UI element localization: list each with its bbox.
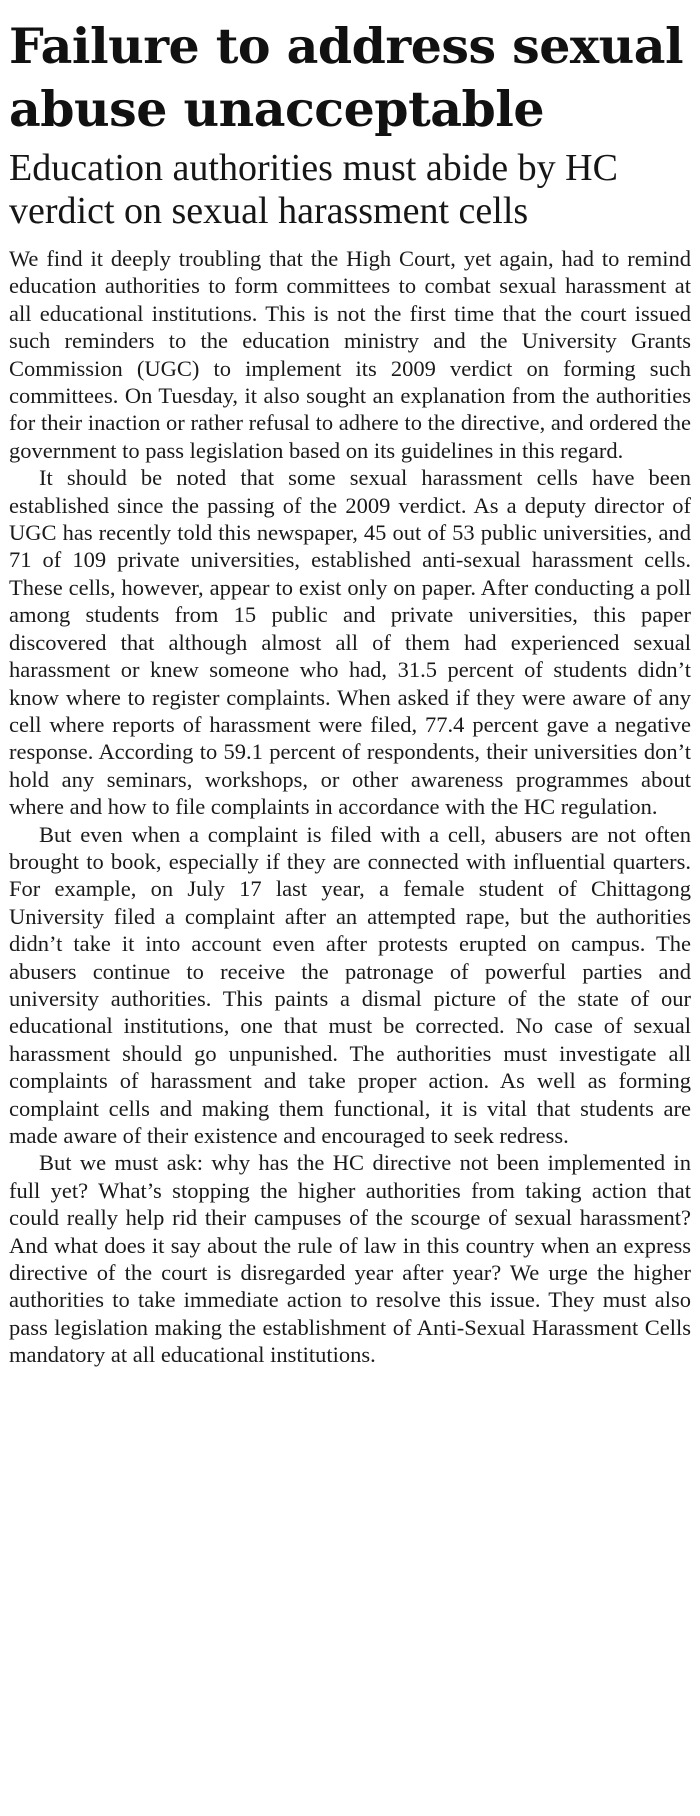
article-body — [9, 245, 691, 1369]
paragraph-3: But even when a complaint is filed with a cell, abusers are not often brought to book, especially if they are connected with influential quarters. For example, on July 17 last year, a female student of Chittagong University filed a complaint after an attempted rape, but the authorities didn’t take it into account even after protests erupted on campus. The abusers continue to receive the patronage of powerful parties and university authorities. This paints a dismal picture of the state of our educational institutions, one that must be corrected. No case of sexual harassment should go unpunished. The authorities must investigate all complaints of harassment and take proper action. As well as forming complaint cells and making them functional, it is vital that students are made aware of their existence and encouraged to seek redress. — [9, 821, 691, 1148]
editorial-article — [9, 0, 691, 1369]
paragraph-1: We find it deeply troubling that the High Court, yet again, had to remind education authorities to form committees to combat sexual harassment at all educational institutions. This is not the first time that the court issued such reminders to the education ministry and the University Grants Commission (UGC) to implement its 2009 verdict on forming such committees. On Tuesday, it also sought an explanation from the authorities for their inaction or rather refusal to adhere to the directive, and ordered the government to pass legislation based on its guidelines in this regard. — [9, 246, 691, 463]
paragraph-2: It should be noted that some sexual harassment cells have been established since the passing of the 2009 verdict. As a deputy director of UGC has recently told this newspaper, 45 out of 53 public universities, and 71 of 109 private universities, established anti-sexual harassment cells. These cells, however, appear to exist only on paper. After conducting a poll among students from 15 public and private universities, this paper discovered that although almost all of them had experienced sexual harassment or knew someone who had, 31.5 percent of students didn’t know where to register complaints. When asked if they were aware of any cell where reports of harassment were filed, 77.4 percent gave a negative response. According to 59.1 percent of respondents, their universities don’t hold any seminars, workshops, or other awareness programmes about where and how to file complaints in accordance with the HC regulation. — [9, 465, 691, 820]
subheadline: Education authorities must abide by HC verdict on sexual harassment cells — [9, 147, 618, 232]
headline: Failure to address sexual abuse unacceptable — [9, 17, 684, 138]
paragraph-4: But we must ask: why has the HC directive not been implemented in full yet? What’s stopping the higher authorities from taking action that could really help rid their campuses of the scourge of sexual harassment? And what does it say about the rule of law in this country when an express directive of the court is disregarded year after year? We urge the higher authorities to take immediate action to resolve this issue. They must also pass legislation making the establishment of Anti-Sexual Harassment Cells mandatory at all educational institutions. — [9, 1150, 691, 1368]
